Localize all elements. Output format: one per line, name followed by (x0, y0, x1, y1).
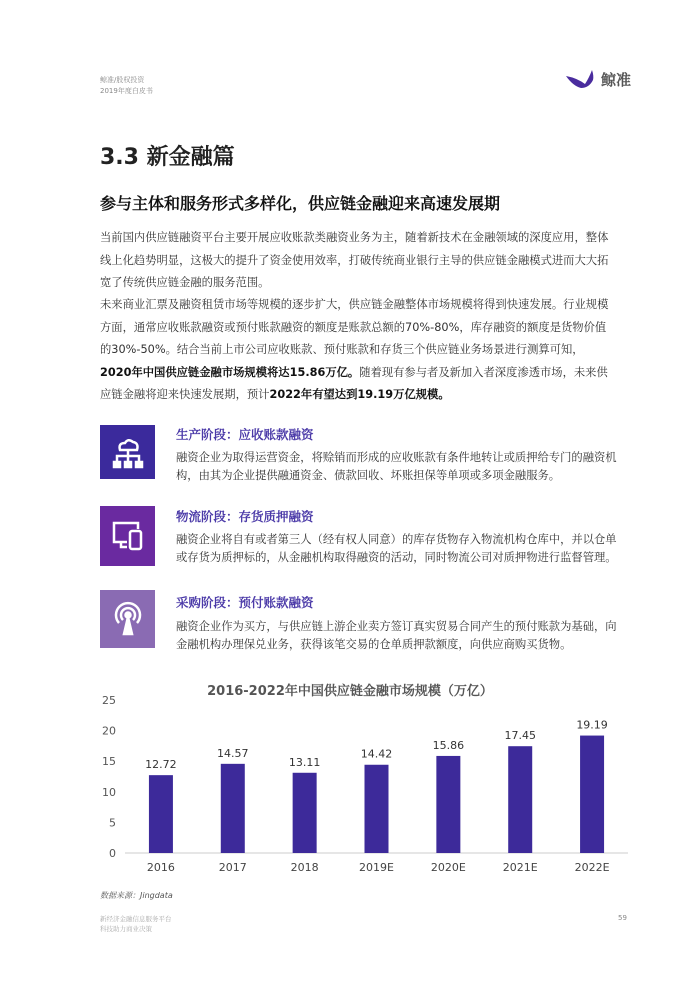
bar (580, 736, 604, 853)
x-tick-label: 2022E (574, 861, 610, 874)
data-label: 12.72 (145, 758, 177, 772)
logo: 鲸准 (565, 68, 631, 90)
data-label: 19.19 (576, 718, 608, 732)
stage-desc: 融资企业作为买方，与供应链上游企业卖方签订真实贸易合同产生的预付账款为基础，向金融机构办理保兑业务，获得该笔交易的仓单质押款额度，向供应商购买货物。 (176, 620, 617, 651)
data-label: 13.11 (288, 755, 321, 769)
y-tick-label: 25 (102, 694, 116, 707)
y-tick-label: 15 (102, 755, 116, 769)
paragraph-2: 未来商业汇票及融资租赁市场等规模的逐步扩大，供应链金融整体市场规模将得到快速发展。行业规模方面，通常应收账款融资或预付账款融资的额度是账款总额的70%-80%，库存融资的额度是货物价值的30%-50%。结合当前上市公司应收账款、预付账款和存货三个供应链业务场景进行测算可知，2020年中国供应链金融市场规模将达15.86万亿。随着现有参与者及新加入者深度渗透市场，未来供应链金融将迎来快速发展期，预计2022年有望达到19.19万亿规模。 (100, 298, 609, 401)
x-tick-label: 2018 (290, 861, 319, 874)
stage-title: 物流阶段：存货质押融资 (176, 509, 314, 524)
bar (508, 746, 532, 853)
x-tick-label: 2019E (359, 861, 394, 874)
data-label: 14.57 (217, 746, 249, 760)
stage-title: 采购阶段：预付账款融资 (176, 595, 314, 610)
x-tick-label: 2016 (146, 861, 175, 874)
data-label: 14.42 (360, 747, 393, 761)
x-tick-label: 2017 (218, 861, 247, 874)
bar (149, 775, 173, 853)
subtitle: 参与主体和服务形式多样化，供应链金融迎来高速发展期 (100, 194, 501, 213)
paragraph-1: 当前国内供应链融资平台主要开展应收账款类融资业务为主，随着新技术在金融领域的深度应用，整体线上化趋势明显，这极大的提升了资金使用效率，打破传统商业银行主导的供应链金融模式进而大大拓宽了传统供应链金融的服务范围。 (100, 231, 609, 289)
x-tick-label: 2021E (502, 861, 538, 874)
bar (436, 756, 460, 853)
data-source: 数据来源：Jingdata (100, 891, 173, 900)
stage-desc: 融资企业为取得运营资金，将赊销而形成的应收账款有条件地转让或质押给专门的融资机构，由其为企业提供融通资金、债款回收、坏账担保等单项或多项金融服务。 (176, 451, 617, 482)
chart-title: 2016-2022年中国供应链金融市场规模（万亿） (207, 684, 493, 699)
y-tick-label: 0 (109, 847, 116, 860)
bar (221, 764, 245, 853)
data-label: 15.86 (432, 738, 465, 752)
x-tick-label: 2020E (430, 861, 466, 874)
stage-title: 生产阶段：应收账款融资 (176, 427, 314, 442)
y-tick-label: 10 (102, 785, 116, 799)
bar (293, 773, 317, 853)
header-text: 鲸准/股权投资 2019年度白皮书 (100, 76, 153, 95)
y-tick-label: 20 (102, 724, 116, 738)
data-label: 17.45 (504, 729, 536, 743)
stage-desc: 融资企业将自有或者第三人（经有权人同意）的库存货物存入物流机构仓库中，并以仓单或存货为质押标的，从金融机构取得融资的活动，同时物流公司对质押物进行监督管理。 (176, 533, 617, 564)
footer-text: 新经济金融信息服务平台 科技助力商业决策 (100, 915, 172, 933)
y-tick-label: 5 (109, 816, 116, 830)
page-number: 59 (618, 914, 627, 922)
bar (365, 765, 389, 853)
section-title: 3.3 新金融篇 (100, 145, 235, 170)
